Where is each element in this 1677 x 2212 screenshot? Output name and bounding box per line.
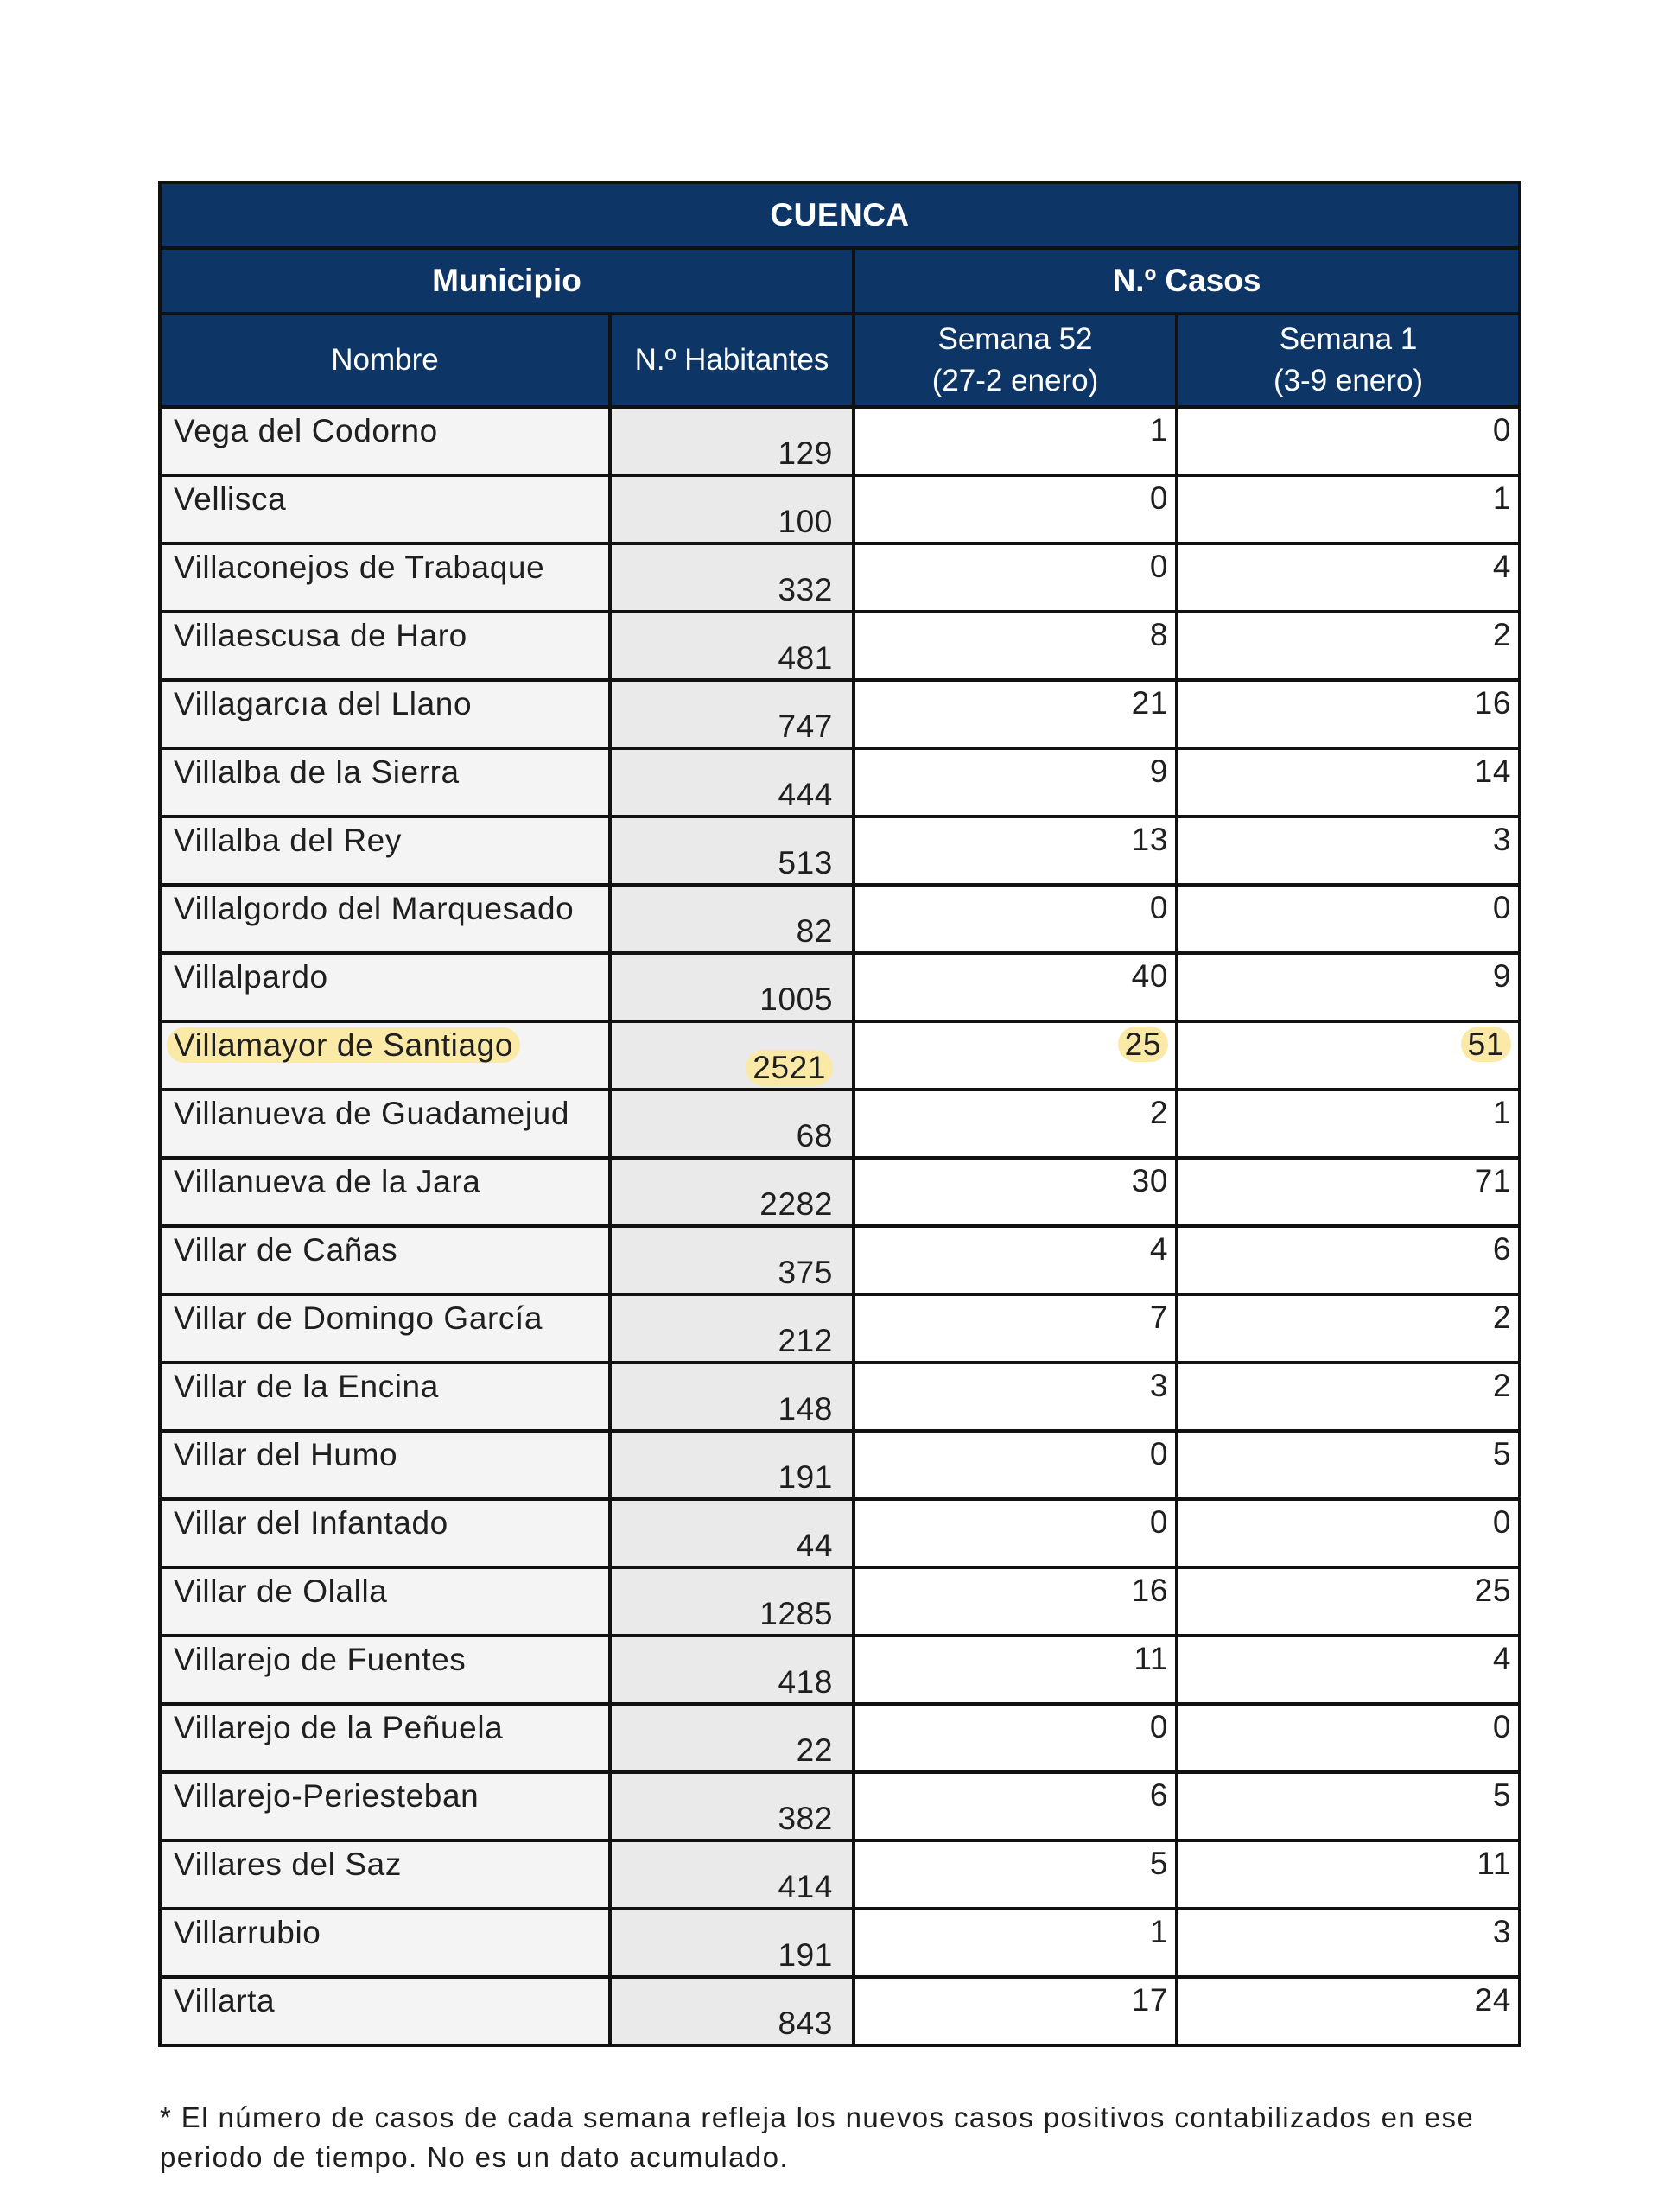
cell-semana-1 xyxy=(1177,1704,1520,1772)
cell-semana-1 xyxy=(1177,1363,1520,1431)
cell-semana-52 xyxy=(854,1772,1177,1840)
semana-1-value: 9 xyxy=(1492,958,1512,994)
cell-semana-1 xyxy=(1177,1090,1520,1158)
municipio-name: Villarta xyxy=(174,1983,276,2018)
table-row xyxy=(160,1158,1520,1226)
habitantes-value: 2282 xyxy=(759,1186,833,1222)
habitantes-value: 843 xyxy=(778,2005,833,2041)
municipio-name: Villaconejos de Trabaque xyxy=(174,550,545,585)
table-row xyxy=(160,1704,1520,1772)
cell-nombre xyxy=(160,1909,610,1977)
municipio-name: Villares del Saz xyxy=(174,1847,402,1882)
cell-semana-52 xyxy=(854,407,1177,475)
cell-semana-52 xyxy=(854,1704,1177,1772)
cell-nombre xyxy=(160,680,610,748)
cell-semana-52 xyxy=(854,953,1177,1021)
cell-semana-52 xyxy=(854,1158,1177,1226)
habitantes-value: 513 xyxy=(778,845,833,880)
cell-semana-52 xyxy=(854,680,1177,748)
municipio-name: Villarrubio xyxy=(174,1915,321,1950)
cell-nombre xyxy=(160,1977,610,2045)
semana-52-value: 0 xyxy=(1149,1504,1168,1540)
semana-1-value: 3 xyxy=(1492,1914,1512,1949)
cell-semana-52 xyxy=(854,1090,1177,1158)
table-row xyxy=(160,612,1520,680)
habitantes-value: 481 xyxy=(778,640,833,676)
cell-habitantes xyxy=(610,885,854,953)
table-row xyxy=(160,1294,1520,1363)
column-header-nombre: Nombre xyxy=(160,314,610,407)
cell-semana-1 xyxy=(1177,475,1520,543)
cell-nombre xyxy=(160,1294,610,1363)
table-row xyxy=(160,885,1520,953)
cell-nombre xyxy=(160,543,610,612)
habitantes-value: 148 xyxy=(778,1391,833,1427)
semana-52-value: 4 xyxy=(1149,1231,1168,1267)
cell-habitantes xyxy=(610,1772,854,1840)
municipio-name: Villalpardo xyxy=(174,959,328,995)
cell-semana-1 xyxy=(1177,1499,1520,1567)
cell-semana-1 xyxy=(1177,1909,1520,1977)
cell-habitantes xyxy=(610,748,854,817)
habitantes-value: 1285 xyxy=(759,1596,833,1631)
table-row xyxy=(160,475,1520,543)
municipio-name: Villalba de la Sierra xyxy=(174,754,460,790)
cell-habitantes xyxy=(610,407,854,475)
cell-habitantes xyxy=(610,1840,854,1909)
cell-nombre xyxy=(160,1840,610,1909)
semana-52-value: 5 xyxy=(1149,1846,1168,1881)
habitantes-value: 747 xyxy=(778,709,833,744)
footnote: * El número de casos de cada semana refleja los nuevos casos positivos contabilizados en ese periodo de tiempo. No es un dato acumulado. xyxy=(160,2101,1475,2173)
habitantes-value: 332 xyxy=(778,572,833,607)
table-row xyxy=(160,1977,1520,2045)
municipio-name: Villar del Humo xyxy=(174,1437,398,1472)
cell-semana-52 xyxy=(854,1567,1177,1636)
cell-nombre xyxy=(160,612,610,680)
habitantes-value: 44 xyxy=(796,1528,833,1563)
habitantes-value: 191 xyxy=(778,1937,833,1973)
municipio-name: Villanueva de Guadamejud xyxy=(174,1096,570,1131)
cell-semana-52 xyxy=(854,1977,1177,2045)
cases-table-container xyxy=(158,181,1518,2047)
semana-52-value: 8 xyxy=(1149,617,1168,652)
cell-habitantes xyxy=(610,1499,854,1567)
cell-semana-52 xyxy=(854,1294,1177,1363)
cell-habitantes xyxy=(610,543,854,612)
semana-1-value: 0 xyxy=(1492,1504,1512,1540)
semana-1-value: 0 xyxy=(1492,890,1512,925)
municipio-name: Villarejo de la Peñuela xyxy=(174,1710,504,1745)
municipio-name: Villamayor de Santiago xyxy=(167,1027,520,1063)
cell-semana-1 xyxy=(1177,953,1520,1021)
cell-habitantes xyxy=(610,1226,854,1294)
cell-nombre xyxy=(160,1772,610,1840)
cell-semana-1 xyxy=(1177,1977,1520,2045)
table-row xyxy=(160,680,1520,748)
habitantes-value: 414 xyxy=(778,1869,833,1904)
semana-1-dates: (3-9 enero) xyxy=(1273,364,1424,397)
cell-nombre xyxy=(160,953,610,1021)
habitantes-value: 375 xyxy=(778,1255,833,1290)
habitantes-value: 212 xyxy=(778,1323,833,1358)
table-row xyxy=(160,817,1520,885)
cell-semana-1 xyxy=(1177,817,1520,885)
cell-nombre xyxy=(160,1226,610,1294)
cell-habitantes xyxy=(610,953,854,1021)
semana-1-value: 16 xyxy=(1474,685,1512,721)
group-header-municipio: Municipio xyxy=(160,248,854,314)
semana-1-value: 2 xyxy=(1492,617,1512,652)
cell-semana-1 xyxy=(1177,885,1520,953)
municipio-name: Villalba del Rey xyxy=(174,823,402,858)
cell-semana-52 xyxy=(854,475,1177,543)
municipio-name: Vega del Codorno xyxy=(174,413,438,448)
group-header-casos: N.º Casos xyxy=(854,248,1520,314)
semana-1-value: 5 xyxy=(1492,1777,1512,1813)
cell-habitantes xyxy=(610,680,854,748)
cell-habitantes xyxy=(610,1021,854,1090)
column-header-semana-1 xyxy=(1177,314,1520,407)
semana-1-value: 2 xyxy=(1492,1300,1512,1335)
cell-habitantes xyxy=(610,1567,854,1636)
table-row xyxy=(160,1772,1520,1840)
semana-52-value: 0 xyxy=(1149,549,1168,584)
cell-semana-1 xyxy=(1177,1567,1520,1636)
semana-1-value: 1 xyxy=(1492,1095,1512,1130)
municipio-name: Villar de Olalla xyxy=(174,1573,388,1609)
semana-52-value: 25 xyxy=(1118,1027,1168,1062)
semana-52-value: 13 xyxy=(1131,822,1168,857)
cell-habitantes xyxy=(610,1977,854,2045)
habitantes-value: 22 xyxy=(796,1732,833,1768)
semana-52-value: 0 xyxy=(1149,890,1168,925)
table-row xyxy=(160,748,1520,817)
semana-52-value: 11 xyxy=(1134,1641,1168,1676)
cell-nombre xyxy=(160,1499,610,1567)
cell-habitantes xyxy=(610,612,854,680)
cell-semana-52 xyxy=(854,1636,1177,1704)
semana-52-value: 3 xyxy=(1149,1368,1168,1403)
table-row xyxy=(160,1499,1520,1567)
table-row xyxy=(160,1636,1520,1704)
cell-semana-1 xyxy=(1177,1431,1520,1499)
semana-1-value: 0 xyxy=(1492,1709,1512,1745)
cell-habitantes xyxy=(610,1090,854,1158)
cell-semana-1 xyxy=(1177,1636,1520,1704)
cell-nombre xyxy=(160,1090,610,1158)
cell-semana-1 xyxy=(1177,1158,1520,1226)
table-row xyxy=(160,1021,1520,1090)
cell-semana-52 xyxy=(854,1840,1177,1909)
cell-semana-52 xyxy=(854,1499,1177,1567)
semana-52-value: 17 xyxy=(1131,1982,1168,2018)
habitantes-value: 191 xyxy=(778,1459,833,1495)
semana-1-value: 25 xyxy=(1474,1573,1512,1608)
semana-1-value: 24 xyxy=(1474,1982,1512,2018)
municipio-name: Vellisca xyxy=(174,481,287,517)
semana-1-value: 4 xyxy=(1492,549,1512,584)
municipio-name: Villar del Infantado xyxy=(174,1505,448,1541)
cell-semana-1 xyxy=(1177,1226,1520,1294)
cell-semana-52 xyxy=(854,748,1177,817)
cell-semana-1 xyxy=(1177,1021,1520,1090)
cell-habitantes xyxy=(610,1704,854,1772)
semana-1-value: 5 xyxy=(1492,1436,1512,1471)
semana-52-value: 2 xyxy=(1149,1095,1168,1130)
semana-52-label: Semana 52 xyxy=(937,322,1093,356)
cell-habitantes xyxy=(610,817,854,885)
habitantes-value: 418 xyxy=(778,1664,833,1700)
cell-semana-52 xyxy=(854,885,1177,953)
cell-nombre xyxy=(160,748,610,817)
semana-52-value: 6 xyxy=(1149,1777,1168,1813)
municipio-name: Villagarcıa del Llano xyxy=(174,686,473,721)
cell-semana-52 xyxy=(854,1431,1177,1499)
municipio-name: Villaescusa de Haro xyxy=(174,618,467,653)
cell-semana-1 xyxy=(1177,680,1520,748)
municipio-name: Villar de Cañas xyxy=(174,1232,398,1268)
habitantes-value: 82 xyxy=(796,913,833,949)
table-body xyxy=(160,407,1520,2045)
municipio-name: Villanueva de la Jara xyxy=(174,1164,481,1199)
semana-52-value: 21 xyxy=(1131,685,1168,721)
cell-semana-1 xyxy=(1177,1840,1520,1909)
cell-nombre xyxy=(160,1431,610,1499)
cell-semana-52 xyxy=(854,1021,1177,1090)
table-title: CUENCA xyxy=(160,182,1520,248)
semana-1-value: 0 xyxy=(1492,412,1512,448)
municipio-name: Villarejo de Fuentes xyxy=(174,1642,467,1677)
cell-semana-1 xyxy=(1177,748,1520,817)
semana-1-value: 14 xyxy=(1474,753,1512,789)
semana-52-value: 1 xyxy=(1149,412,1168,448)
semana-52-value: 0 xyxy=(1149,1709,1168,1745)
semana-52-value: 16 xyxy=(1131,1573,1168,1608)
cell-semana-1 xyxy=(1177,612,1520,680)
cell-habitantes xyxy=(610,1363,854,1431)
cell-habitantes xyxy=(610,1158,854,1226)
semana-52-value: 0 xyxy=(1149,1436,1168,1471)
cell-semana-52 xyxy=(854,1226,1177,1294)
habitantes-value: 68 xyxy=(796,1118,833,1154)
habitantes-value: 382 xyxy=(778,1801,833,1836)
table-row xyxy=(160,1226,1520,1294)
semana-1-value: 4 xyxy=(1492,1641,1512,1676)
semana-52-value: 40 xyxy=(1131,958,1168,994)
cell-nombre xyxy=(160,1363,610,1431)
column-header-semana-52 xyxy=(854,314,1177,407)
cell-nombre xyxy=(160,1158,610,1226)
semana-52-value: 7 xyxy=(1149,1300,1168,1335)
column-header-habitantes: N.º Habitantes xyxy=(610,314,854,407)
cell-habitantes xyxy=(610,1909,854,1977)
cell-habitantes xyxy=(610,1636,854,1704)
table-row xyxy=(160,1567,1520,1636)
semana-1-label: Semana 1 xyxy=(1279,322,1418,356)
semana-1-value: 51 xyxy=(1461,1027,1511,1062)
habitantes-value: 1005 xyxy=(759,982,833,1017)
municipio-name: Villar de Domingo García xyxy=(174,1300,543,1336)
cell-nombre xyxy=(160,885,610,953)
cell-nombre xyxy=(160,1567,610,1636)
cell-semana-52 xyxy=(854,1909,1177,1977)
table-row xyxy=(160,407,1520,475)
semana-1-value: 3 xyxy=(1492,822,1512,857)
semana-1-value: 11 xyxy=(1477,1846,1512,1881)
semana-52-value: 9 xyxy=(1149,753,1168,789)
table-row xyxy=(160,1840,1520,1909)
table-row xyxy=(160,1363,1520,1431)
municipio-name: Villalgordo del Marquesado xyxy=(174,891,575,926)
cell-nombre xyxy=(160,1704,610,1772)
cell-semana-52 xyxy=(854,543,1177,612)
municipio-name: Villar de la Encina xyxy=(174,1369,439,1404)
table-row xyxy=(160,1090,1520,1158)
semana-1-value: 2 xyxy=(1492,1368,1512,1403)
cell-semana-1 xyxy=(1177,407,1520,475)
cell-nombre xyxy=(160,475,610,543)
cell-semana-52 xyxy=(854,612,1177,680)
semana-52-value: 30 xyxy=(1131,1163,1168,1198)
cell-nombre xyxy=(160,407,610,475)
cell-nombre xyxy=(160,1636,610,1704)
habitantes-value: 129 xyxy=(778,435,833,471)
semana-52-value: 1 xyxy=(1149,1914,1168,1949)
habitantes-value: 100 xyxy=(778,504,833,539)
cell-habitantes xyxy=(610,475,854,543)
habitantes-value: 444 xyxy=(778,777,833,812)
table-row xyxy=(160,543,1520,612)
cell-habitantes xyxy=(610,1431,854,1499)
municipio-name: Villarejo-Periesteban xyxy=(174,1778,480,1814)
cell-semana-1 xyxy=(1177,543,1520,612)
table-row xyxy=(160,1431,1520,1499)
semana-52-dates: (27-2 enero) xyxy=(931,364,1099,397)
cell-habitantes xyxy=(610,1294,854,1363)
table-row xyxy=(160,953,1520,1021)
cell-semana-52 xyxy=(854,1363,1177,1431)
semana-1-value: 71 xyxy=(1474,1163,1512,1198)
cases-table xyxy=(158,181,1521,2047)
cell-nombre xyxy=(160,1021,610,1090)
semana-1-value: 6 xyxy=(1492,1231,1512,1267)
semana-1-value: 1 xyxy=(1492,480,1512,516)
table-row xyxy=(160,1909,1520,1977)
cell-nombre xyxy=(160,817,610,885)
cell-semana-1 xyxy=(1177,1294,1520,1363)
habitantes-value: 2521 xyxy=(746,1050,833,1086)
cell-semana-52 xyxy=(854,817,1177,885)
semana-52-value: 0 xyxy=(1149,480,1168,516)
cell-semana-1 xyxy=(1177,1772,1520,1840)
